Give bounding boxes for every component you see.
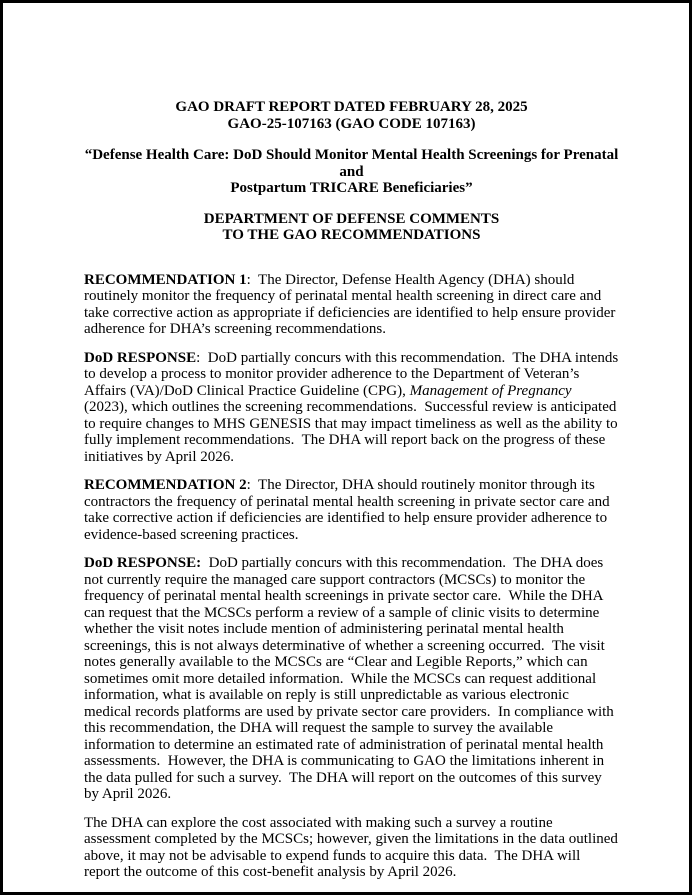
paragraph: [84, 814, 622, 881]
document-body: [84, 271, 623, 881]
paragraph-text: The DHA can explore the cost associated with making such a survey a routine assessment completed by the MCSCs; however, given the limitations in the data outlined above, it may not be advisable to expend funds to acquire this data. The DHA will report the outcome of this cost-benefit analysis by April 2026.: [84, 814, 622, 880]
paragraph-label: RECOMMENDATION 1: [84, 271, 247, 288]
paragraph-text: : DoD partially concurs with this recommendation. The DHA intends to develop a process to monitor provider adherence to the Department of Veteran’s Affairs (VA)/DoD Clinical Practice Guideline (CPG),: [84, 349, 623, 399]
paragraph-label: RECOMMENDATION 2: [84, 477, 247, 493]
paragraph: [84, 555, 619, 803]
heading-line: “Defense Health Care: DoD Should Monitor Mental Health Screenings for Prenatal and: [84, 147, 619, 180]
paragraph: [84, 349, 623, 466]
paragraph-label: DoD RESPONSE: [84, 349, 197, 366]
report-title: [84, 147, 619, 197]
paragraph: [84, 477, 619, 543]
heading-line: Postpartum TRICARE Beneficiaries”: [230, 180, 473, 196]
paragraph: [84, 272, 619, 338]
paragraph-text: DoD partially concurs with this recommendation. The DHA does not currently require the managed care support contractors (MCSCs) to monitor the frequency of perinatal mental health screenings in private sector care. While the DHA can request that the MCSCs perform a review of a sample of clinic visits to determine whether the visit notes include mention of administering perinatal mental health screenings, this is not always determinative of whether a screening occurred. The visit notes generally available to the MCSCs are “Clear and Legible Reports,” which can sometimes omit more detailed information. While the MCSCs can request additional information, what is available on reply is still unpredictable as various electronic medical records platforms are used by private sector care providers. In compliance with this recommendation, the DHA will request the sample to survey the available information to determine an estimated rate of administration of perinatal mental health assessments. However, the DHA is communicating to GAO the limitations inherent in the data pulled for such a survey. The DHA will report on the outcomes of this survey by April 2026.: [84, 555, 618, 802]
heading-line: TO THE GAO RECOMMENDATIONS: [222, 227, 481, 243]
report-header: [84, 99, 619, 132]
heading-line: GAO DRAFT REPORT DATED FEBRUARY 28, 2025: [175, 99, 528, 115]
italic-citation: Management of Pregnancy: [409, 382, 572, 399]
paragraph-text: : The Director, DHA should routinely monitor through its contractors the frequency of perinatal mental health screening in private sector care and take corrective action if deficiencies are identified to help ensure provider adherence to evidence-based screening practices.: [84, 477, 614, 543]
paragraph-text: (2023), which outlines the screening recommendations. Successful review is anticipated to require changes to MHS GENESIS that may impact timeliness as well as the ability to fully implement recommendations. The DHA will report back on the progress of these initiatives by April 2026.: [84, 382, 622, 465]
paragraph-text: : The Director, Defense Health Agency (DHA) should routinely monitor the frequency of perinatal mental health screening in direct care and take corrective action as appropriate if deficiencies are identified to help ensure provider adherence for DHA’s screening recommendations.: [84, 271, 620, 337]
heading-line: GAO-25-107163 (GAO CODE 107163): [227, 115, 476, 132]
heading-line: DEPARTMENT OF DEFENSE COMMENTS: [203, 210, 500, 227]
comments-heading: [84, 211, 619, 244]
paragraph-label: DoD RESPONSE:: [84, 555, 202, 571]
